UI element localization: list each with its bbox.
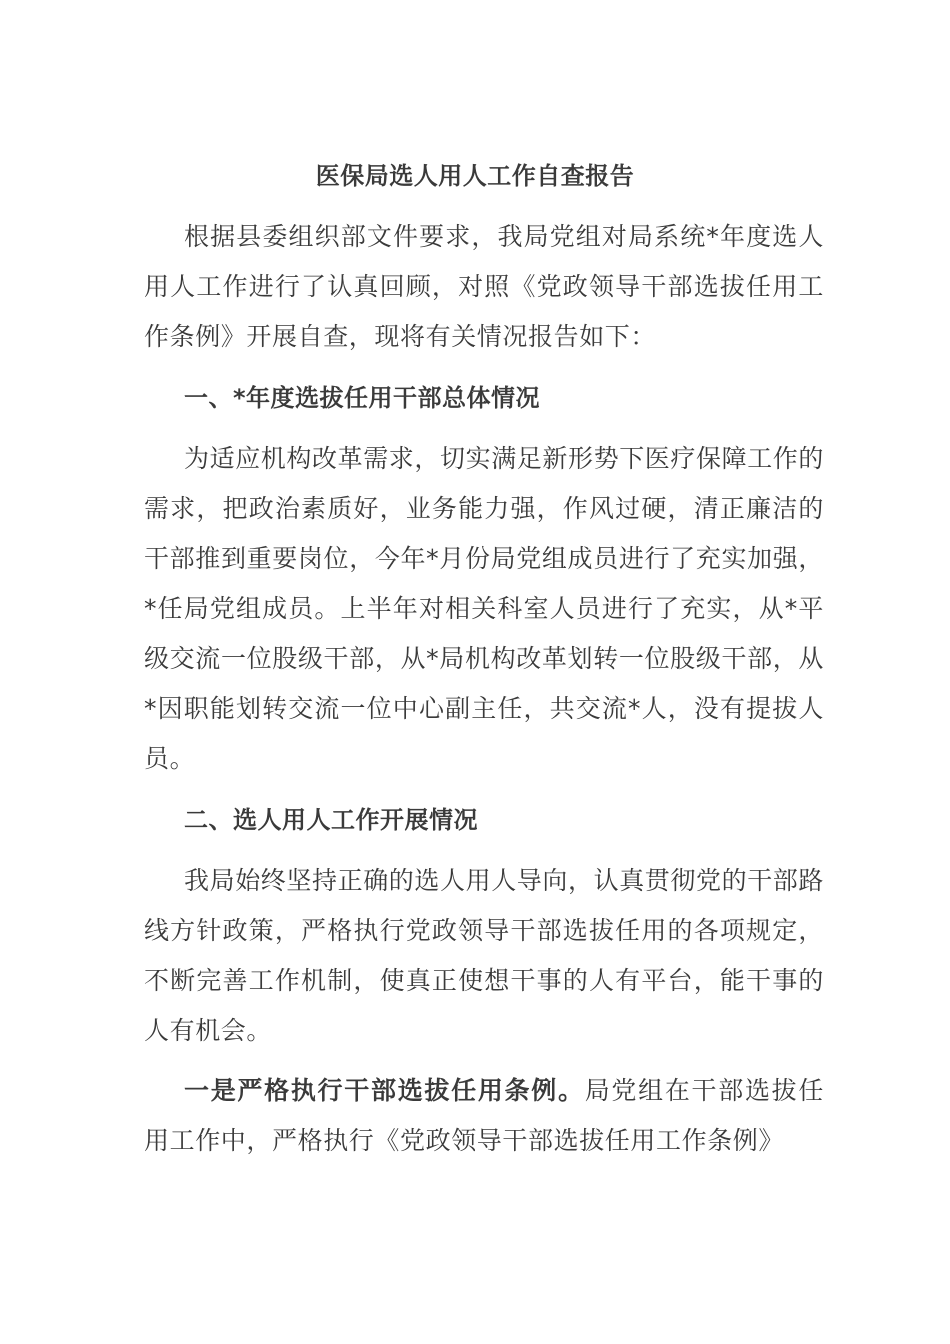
item-1-paragraph <box>144 1066 824 1166</box>
item-1-text: 局党组在干部选拔任用工作中，严格执行《党政领导干部选拔任用工作条例》 <box>144 1076 824 1155</box>
section-2-heading: 二、选人用人工作开展情况 <box>184 806 478 834</box>
section-1-paragraph: 为适应机构改革需求，切实满足新形势下医疗保障工作的需求，把政治素质好，业务能力强，作风过硬，清正廉洁的干部推到重要岗位，今年*月份局党组成员进行了充实加强，*任局党组成员。上半年对相关科室人员进行了充实，从*平级交流一位股级干部，从*局机构改革划转一位股级干部，从*因职能划转交流一位中心副主任，共交流*人，没有提拔人员。 <box>144 444 825 773</box>
document-title: 医保局选人用人工作自查报告 <box>315 162 635 190</box>
section-2-paragraph: 我局始终坚持正确的选人用人导向，认真贯彻党的干部路线方针政策，严格执行党政领导干部选拔任用的各项规定，不断完善工作机制，使真正使想干事的人有平台，能干事的人有机会。 <box>144 866 825 1045</box>
intro-paragraph: 根据县委组织部文件要求，我局党组对局系统*年度选人用人工作进行了认真回顾，对照《党政领导干部选拔任用工作条例》开展自查，现将有关情况报告如下： <box>144 222 824 351</box>
section-1-heading: 一、*年度选拔任用干部总体情况 <box>184 384 541 412</box>
item-1-lead: 一是严格执行干部选拔任用条例。 <box>184 1076 585 1105</box>
